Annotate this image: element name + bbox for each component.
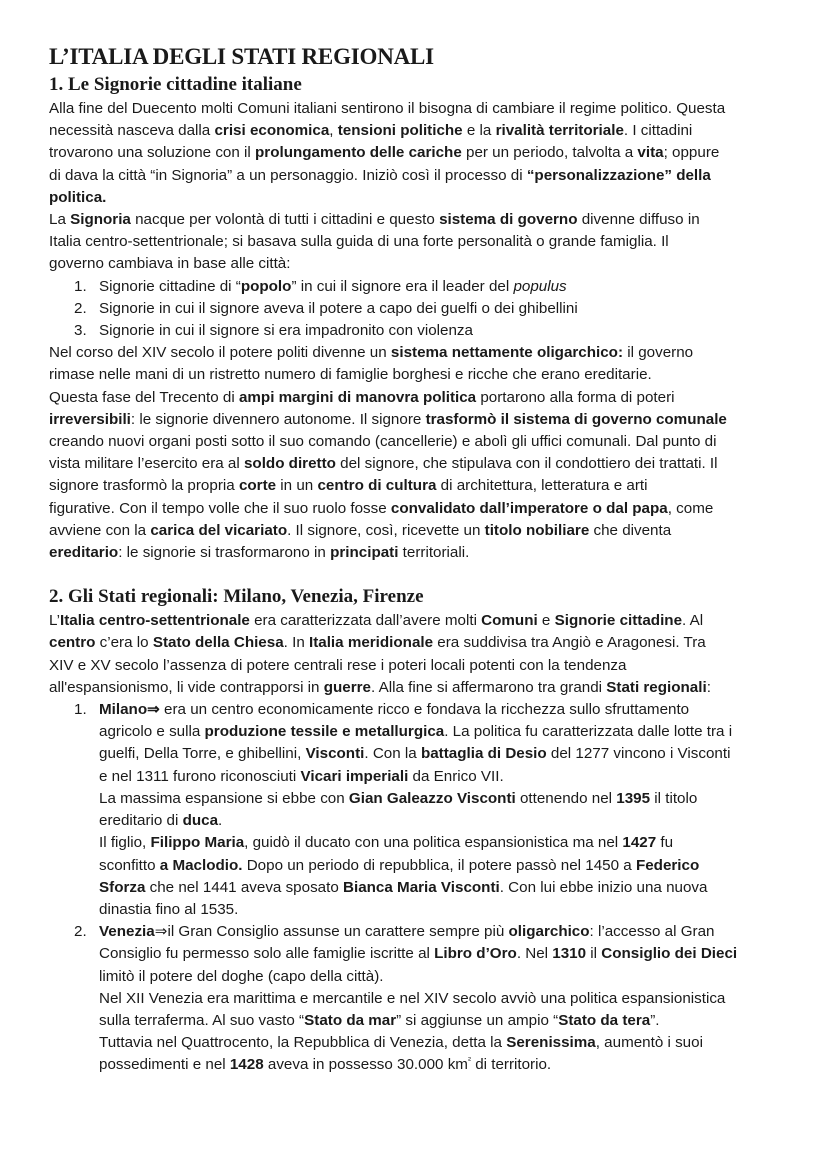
bold-term: Vicari imperiali	[300, 767, 409, 785]
text-line: Tuttavia nel Quattrocento, la Repubblica di Venezia, detta la Serenissima, aumentò i suoi	[99, 1034, 703, 1052]
bold-term: Stato da tera	[558, 1011, 651, 1029]
text-line: Consiglio fu permesso solo alle famiglie iscritte al Libro d’Oro. Nel 1310 il Consiglio dei Dieci	[99, 945, 738, 963]
bold-term: rivalità territoriale	[495, 122, 624, 140]
document-page	[49, 42, 784, 1077]
text-line: figurative. Con il tempo volle che il suo ruolo fosse convalidato dall’imperatore o dal papa, come	[49, 499, 714, 517]
list-item-venezia	[49, 921, 784, 1076]
bold-term: Filippo Maria	[150, 834, 245, 852]
bold-term: carica del vicariato	[150, 521, 288, 539]
text-line: irreversibili: le signorie divennero autonome. Il signore trasformò il sistema di governo comunale	[49, 410, 727, 428]
page-title: L’ITALIA DEGLI STATI REGIONALI	[49, 44, 434, 69]
text-line	[49, 187, 784, 209]
text-line: ereditario: le signorie si trasformarono in principati territoriali.	[49, 544, 470, 562]
bold-term: politica.	[49, 188, 107, 206]
paragraph	[49, 342, 784, 564]
bold-term: Stato della Chiesa	[152, 634, 284, 652]
text-line: all'espansionismo, li vide contrapporsi in guerre. Alla fine si affermarono tra grandi Stati regionali:	[49, 678, 711, 696]
bold-term: duca	[182, 812, 219, 830]
paragraph	[49, 209, 784, 276]
bold-term: soldo diretto	[243, 455, 336, 473]
bold-term: 1427	[622, 834, 657, 852]
text-line: sulla terraferma. Al suo vasto “Stato da mar” si aggiunse un ampio “Stato da tera”.	[99, 1011, 660, 1029]
text-line: XIV e XV secolo l’assenza di potere centrali rese i poteri locali potenti con la tendenza	[49, 656, 627, 674]
text-line: governo cambiava in base alle città:	[49, 255, 291, 273]
text-line: ereditario di duca.	[99, 812, 223, 830]
text-line: La Signoria nacque per volontà di tutti i cittadini e questo sistema di governo divenne diffuso in	[49, 211, 700, 229]
bold-term: Consiglio dei Dieci	[601, 945, 738, 963]
text-line: possedimenti e nel 1428 aveva in possesso 30.000 $km^{^2}$ di territorio.	[99, 1055, 552, 1074]
text-line: agricolo e sulla produzione tessile e metallurgica. La politica fu caratterizzata dalle lotte tra i	[99, 723, 733, 741]
signorie-type-list	[49, 276, 784, 343]
bold-term: titolo nobiliare	[484, 521, 590, 539]
bold-term: ereditario	[49, 544, 119, 562]
text-line: Il figlio, Filippo Maria, guidò il ducato con una politica espansionistica ma nel 1427 fu	[99, 834, 674, 852]
list-number: 2.	[74, 299, 87, 317]
bold-term: Signorie cittadine	[554, 612, 683, 630]
text-line: Italia centro-settentrionale; si basava sulla guida di una forte personalità o grande famiglia. Il	[49, 233, 669, 251]
bold-term: corte	[238, 477, 277, 495]
text-line: sconfitto a Maclodio. Dopo un periodo di repubblica, il potere passò nel 1450 a Federico	[99, 856, 700, 874]
bold-term: Milano⇒	[99, 701, 160, 719]
bold-term: “personalizzazione” della	[526, 166, 711, 184]
bold-term: 1428	[229, 1056, 264, 1074]
section-heading: 2. Gli Stati regionali: Milano, Venezia, Firenze	[49, 586, 424, 608]
text-line: rimase nelle mani di un ristretto numero di famiglie borghesi e ricche che erano ereditarie.	[49, 366, 652, 384]
list-item: 2. Signorie in cui il signore aveva il potere a capo dei guelfi o dei ghibellini	[49, 298, 784, 320]
text-line: La massima espansione si ebbe con Gian Galeazzo Visconti ottenendo nel 1395 il titolo	[99, 789, 698, 807]
bold-term: Stati regionali	[606, 678, 707, 696]
bold-term: battaglia di Desio	[420, 745, 547, 763]
text-line: Alla fine del Duecento molti Comuni italiani sentirono il bisogna di cambiare il regime politico. Questa	[49, 100, 726, 117]
text-line: vista militare l’esercito era al soldo diretto del signore, che stipulava con il condottiero dei trattati. Il	[49, 455, 718, 473]
bold-term: Bianca Maria Visconti	[343, 878, 500, 896]
text-line: dinastia fino al 1535.	[99, 900, 239, 918]
bold-term: tensioni politiche	[337, 122, 463, 140]
bold-term: convalidato dall’imperatore o dal papa	[390, 499, 668, 517]
text-line: guelfi, Della Torre, e ghibellini, Visconti. Con la battaglia di Desio del 1277 vincono i Visconti	[99, 745, 731, 763]
bold-term: Stato da mar	[304, 1011, 397, 1029]
list-number: 2.	[74, 923, 87, 941]
bold-term: sistema nettamente oligarchico:	[390, 344, 624, 362]
bold-term: Sforza	[99, 878, 146, 896]
text-line: necessità nasceva dalla crisi economica, tensioni politiche e la rivalità territoriale. I cittadini	[49, 122, 693, 140]
bold-term: ampi margini di manovra politica	[238, 388, 477, 406]
bold-term: principati	[330, 544, 399, 562]
bold-term: Visconti	[305, 745, 365, 763]
bold-term: Serenissima	[506, 1034, 596, 1052]
bold-term: Signoria	[70, 211, 131, 229]
text-line: creando nuovi organi posti sotto il suo comando (cancellerie) e abolì gli uffici comunali. Dal punto di	[49, 433, 717, 451]
bold-term: a Maclodio.	[159, 856, 243, 874]
bold-term: crisi economica	[214, 122, 330, 140]
bold-term: Federico	[635, 856, 700, 874]
list-number: 1.	[74, 701, 87, 719]
text-line: Questa fase del Trecento di ampi margini di manovra politica portarono alla forma di poteri	[49, 388, 675, 406]
paragraph	[49, 610, 784, 699]
bold-term: oligarchico	[508, 923, 590, 941]
list-number: 3.	[74, 322, 87, 340]
list-item: 3. Signorie in cui il signore si era impadronito con violenza	[49, 320, 784, 342]
text-line: L’Italia centro-settentrionale era caratterizzata dall’avere molti Comuni e Signorie cittadine. Al	[49, 612, 704, 630]
bold-term: 1395	[616, 789, 651, 807]
text-line: trovarono una soluzione con il prolungamento delle cariche per un periodo, talvolta a vita; oppure	[49, 144, 720, 162]
bold-term: irreversibili	[49, 410, 131, 428]
text-line: e nel 1311 furono riconosciuti Vicari imperiali da Enrico VII.	[99, 767, 504, 785]
paragraph	[49, 98, 784, 209]
bold-term: Italia meridionale	[308, 634, 434, 652]
bold-term: Comuni	[481, 612, 538, 630]
bold-term: vita	[637, 144, 664, 162]
bold-term: centro di cultura	[317, 477, 437, 495]
text-line: Sforza che nel 1441 aveva sposato Bianca Maria Visconti. Con lui ebbe inizio una nuova	[99, 878, 708, 896]
bold-term: 1310	[552, 945, 587, 963]
bold-term: Libro d’Oro	[434, 945, 517, 963]
stati-list	[49, 699, 784, 1076]
bold-term: Italia centro-settentrionale	[59, 612, 250, 630]
bold-term: centro	[49, 634, 96, 652]
list-item-milano	[49, 699, 784, 921]
bold-term: Venezia	[99, 923, 155, 941]
text-line: avviene con la carica del vicariato. Il signore, così, ricevette un titolo nobiliare che diventa	[49, 521, 672, 539]
bold-term: Gian Galeazzo Visconti	[348, 789, 516, 807]
bold-term: trasformò il sistema di governo comunale	[425, 410, 727, 428]
text-line: centro c’era lo Stato della Chiesa. In Italia meridionale era suddivisa tra Angiò e Aragonesi. Tra	[49, 634, 706, 652]
list-number: 1.	[74, 277, 87, 295]
text-line: Milano⇒ era un centro economicamente ricco e fondava la ricchezza sullo sfruttamento	[99, 701, 690, 719]
text-line: di dava la città “in Signoria” a un personaggio. Iniziò così il processo di “personalizzazione” della	[49, 166, 711, 184]
text-line: Nel XII Venezia era marittima e mercantile e nel XIV secolo avviò una politica espansionistica	[99, 989, 726, 1007]
text-line: signore trasformò la propria corte in un centro di cultura di architettura, letteratura e arti	[49, 477, 648, 495]
text-line: Nel corso del XIV secolo il potere politi divenne un sistema nettamente oligarchico: il governo	[49, 344, 694, 362]
bold-term: prolungamento delle cariche	[255, 144, 462, 162]
text-line: limitò il potere del doghe (capo della città).	[99, 967, 384, 985]
section-signorie	[49, 72, 784, 564]
section-stati-regionali	[49, 584, 784, 1076]
bold-term: produzione tessile e metallurgica	[204, 723, 445, 741]
text-line: Venezia⇒il Gran Consiglio assunse un carattere sempre più oligarchico: l’accesso al Gran	[99, 923, 715, 941]
section-heading: 1. Le Signorie cittadine italiane	[49, 74, 302, 95]
bold-term: guerre	[323, 678, 372, 696]
bold-term: sistema di governo	[439, 211, 578, 229]
list-item: 1. Signorie cittadine di “popolo” in cui il signore era il leader del populus	[49, 276, 784, 298]
